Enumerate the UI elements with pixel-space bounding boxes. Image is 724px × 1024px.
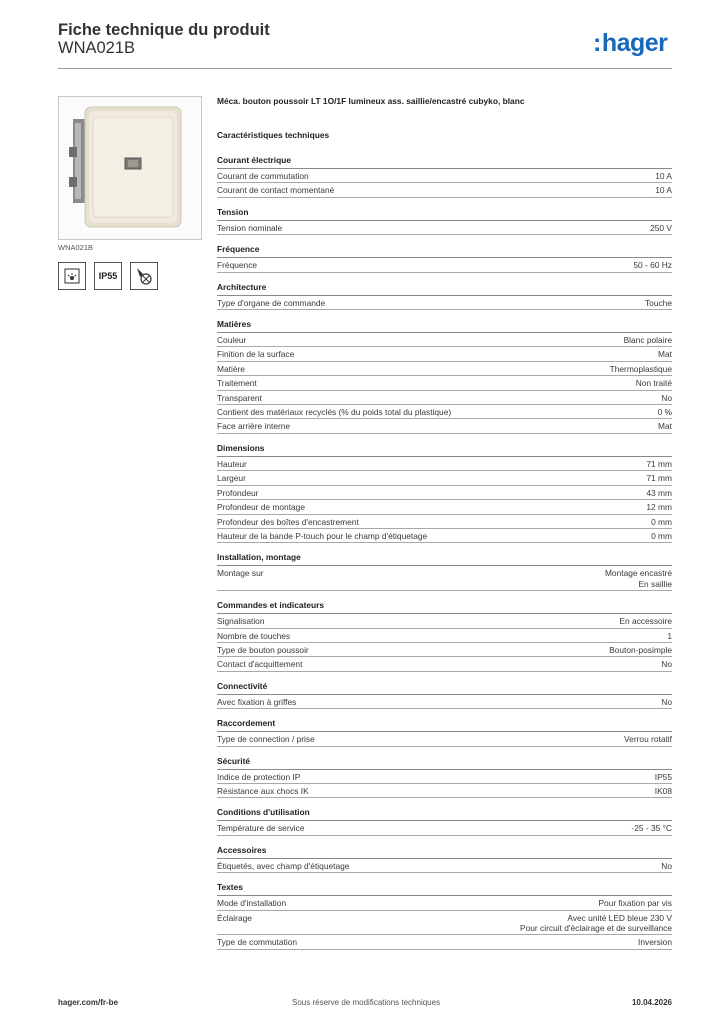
spec-label: Avec fixation à griffes [217,696,297,707]
spec-value: 71 mm [646,473,672,484]
spec-label: Mode d'installation [217,898,287,909]
spec-value: Blanc polaire [623,335,672,346]
logo-text: hager [601,29,668,57]
spec-section [217,882,672,950]
spec-row [217,695,672,709]
section-title: Commandes et indicateurs [217,600,672,614]
section-title: Sécurité [217,756,672,770]
section-title: Accessoires [217,845,672,859]
spec-section [217,718,672,746]
spec-value: No [661,696,672,707]
spec-row [217,391,672,405]
spec-row [217,515,672,529]
spec-sections [217,155,672,950]
spec-row [217,221,672,235]
spec-label: Hauteur de la bande P-touch pour le champ d'étiquetage [217,530,428,541]
spec-section [217,319,672,434]
spec-value: Non traité [635,378,672,389]
spec-row [217,362,672,376]
footer-website[interactable]: hager.com/fr-be [58,998,119,1007]
product-reference: WNA021B [58,39,136,57]
footer-disclaimer: Sous réserve de modifications techniques [292,998,441,1007]
spec-value: Mat [658,421,672,432]
section-title: Raccordement [217,718,672,732]
product-image [58,96,202,240]
spec-label: Résistance aux chocs IK [217,785,309,796]
spec-section [217,845,672,873]
spec-value: 10 A [655,185,672,196]
spec-value: 0 mm [651,516,672,527]
led-bulb-icon [130,262,158,290]
spec-row [217,471,672,485]
switch-illustration [59,97,201,239]
spec-label: Type de commutation [217,937,298,948]
spec-row [217,821,672,835]
spec-value: No [661,659,672,670]
spec-row [217,529,672,543]
spec-value: IP55 [654,771,672,782]
section-title: Textes [217,882,672,896]
spec-value: Mat [658,349,672,360]
spec-row [217,500,672,514]
spec-value: 12 mm [646,502,672,513]
spec-label: Transparent [217,392,262,403]
spec-value: 250 V [650,222,672,233]
spec-value: Verrou rotatif [624,734,672,745]
spec-label: Profondeur [217,487,259,498]
spec-row [217,935,672,949]
spec-row [217,347,672,361]
spec-row [217,732,672,746]
spec-row [217,296,672,310]
section-title: Conditions d'utilisation [217,807,672,821]
spec-row [217,784,672,798]
section-title: Fréquence [217,244,672,258]
spec-label: Étiquetés, avec champ d'étiquetage [217,860,350,871]
spec-value: 50 - 60 Hz [633,260,672,271]
tech-heading: Caractéristiques techniques [217,130,330,140]
spec-row [217,183,672,197]
spec-label: Profondeur de montage [217,502,305,513]
spec-section [217,282,672,310]
section-title: Courant électrique [217,155,672,169]
spec-row [217,770,672,784]
spec-row [217,405,672,419]
section-title: Installation, montage [217,552,672,566]
spec-label: Éclairage [217,912,252,923]
spec-section [217,681,672,709]
ip55-icon [94,262,122,290]
page-title: Fiche technique du produit [58,21,270,39]
section-title: Tension [217,207,672,221]
spec-value: 10 A [655,171,672,181]
spec-value: No [661,392,672,403]
spec-row [217,643,672,657]
spec-value: Montage encastré En saillie [604,568,672,589]
spec-row [217,419,672,433]
spec-row [217,486,672,500]
spec-label: Type de bouton poussoir [217,644,309,655]
ip55-label: IP55 [98,271,118,281]
spec-label: Traitement [217,378,257,389]
spec-label: Montage sur [217,568,264,579]
spec-label: Contact d'acquittement [217,659,303,670]
spec-row [217,566,672,591]
spec-value: 0 mm [651,530,672,541]
spec-content [217,96,672,950]
spec-row [217,614,672,628]
footer-date: 10.04.2026 [631,998,672,1007]
spec-value: Pour fixation par vis [598,898,672,909]
section-title: Architecture [217,282,672,296]
spec-row [217,333,672,347]
spec-row [217,859,672,873]
spec-row [217,911,672,936]
spec-section [217,244,672,272]
spec-value: 43 mm [646,487,672,498]
spec-label: Fréquence [217,260,258,271]
spec-label: Finition de la surface [217,349,295,360]
spec-label: Profondeur des boîtes d'encastrement [217,516,359,527]
spec-value: Avec unité LED bleue 230 V Pour circuit d'éclairage et de surveillance [520,912,672,933]
spec-row [217,258,672,272]
spec-label: Couleur [217,335,247,346]
feature-icons [58,262,158,290]
spec-row [217,629,672,643]
spec-label: Indice de protection IP [217,771,301,782]
spec-value: Touche [644,297,672,308]
spec-label: Type d'organe de commande [217,297,326,308]
light-indicator-icon [58,262,86,290]
spec-value: Thermoplastique [609,363,672,374]
spec-value: Bouton-posimple [609,644,672,655]
spec-value: -25 - 35 °C [631,823,672,834]
spec-row [217,896,672,910]
spec-value: IK08 [654,785,672,796]
spec-value: En accessoire [619,616,672,627]
spec-value: 71 mm [646,458,672,469]
product-description: Méca. bouton poussoir LT 1O/1F lumineux ass. saillie/encastré cubyko, blanc [217,96,525,106]
spec-label: Tension nominale [217,222,283,233]
spec-section [217,443,672,543]
spec-row [217,169,672,183]
spec-value: Inversion [638,937,672,948]
image-caption: WNA021B [58,243,94,252]
section-title: Connectivité [217,681,672,695]
spec-label: Nombre de touches [217,630,291,641]
spec-section [217,600,672,672]
section-title: Dimensions [217,443,672,457]
spec-section [217,552,672,591]
spec-section [217,756,672,799]
spec-label: Contient des matériaux recyclés (% du poids total du plastique) [217,407,452,418]
spec-section [217,155,672,198]
spec-label: Type de connection / prise [217,734,315,745]
spec-label: Hauteur [217,458,247,469]
spec-row [217,457,672,471]
spec-label: Face arrière interne [217,421,291,432]
spec-label: Largeur [217,473,246,484]
spec-label: Courant de contact momentané [217,185,335,196]
section-title: Matières [217,319,672,333]
hager-logo[interactable]: :hager [593,29,668,57]
spec-label: Matière [217,363,245,374]
spec-label: Signalisation [217,616,265,627]
spec-section [217,207,672,235]
spec-label: Température de service [217,823,305,834]
spec-value: No [661,860,672,871]
spec-row [217,657,672,671]
spec-row [217,376,672,390]
spec-section [217,807,672,835]
spec-value: 0 % [657,407,672,418]
spec-value: 1 [667,630,672,641]
spec-label: Courant de commutation [217,171,309,181]
header-divider [58,68,672,69]
